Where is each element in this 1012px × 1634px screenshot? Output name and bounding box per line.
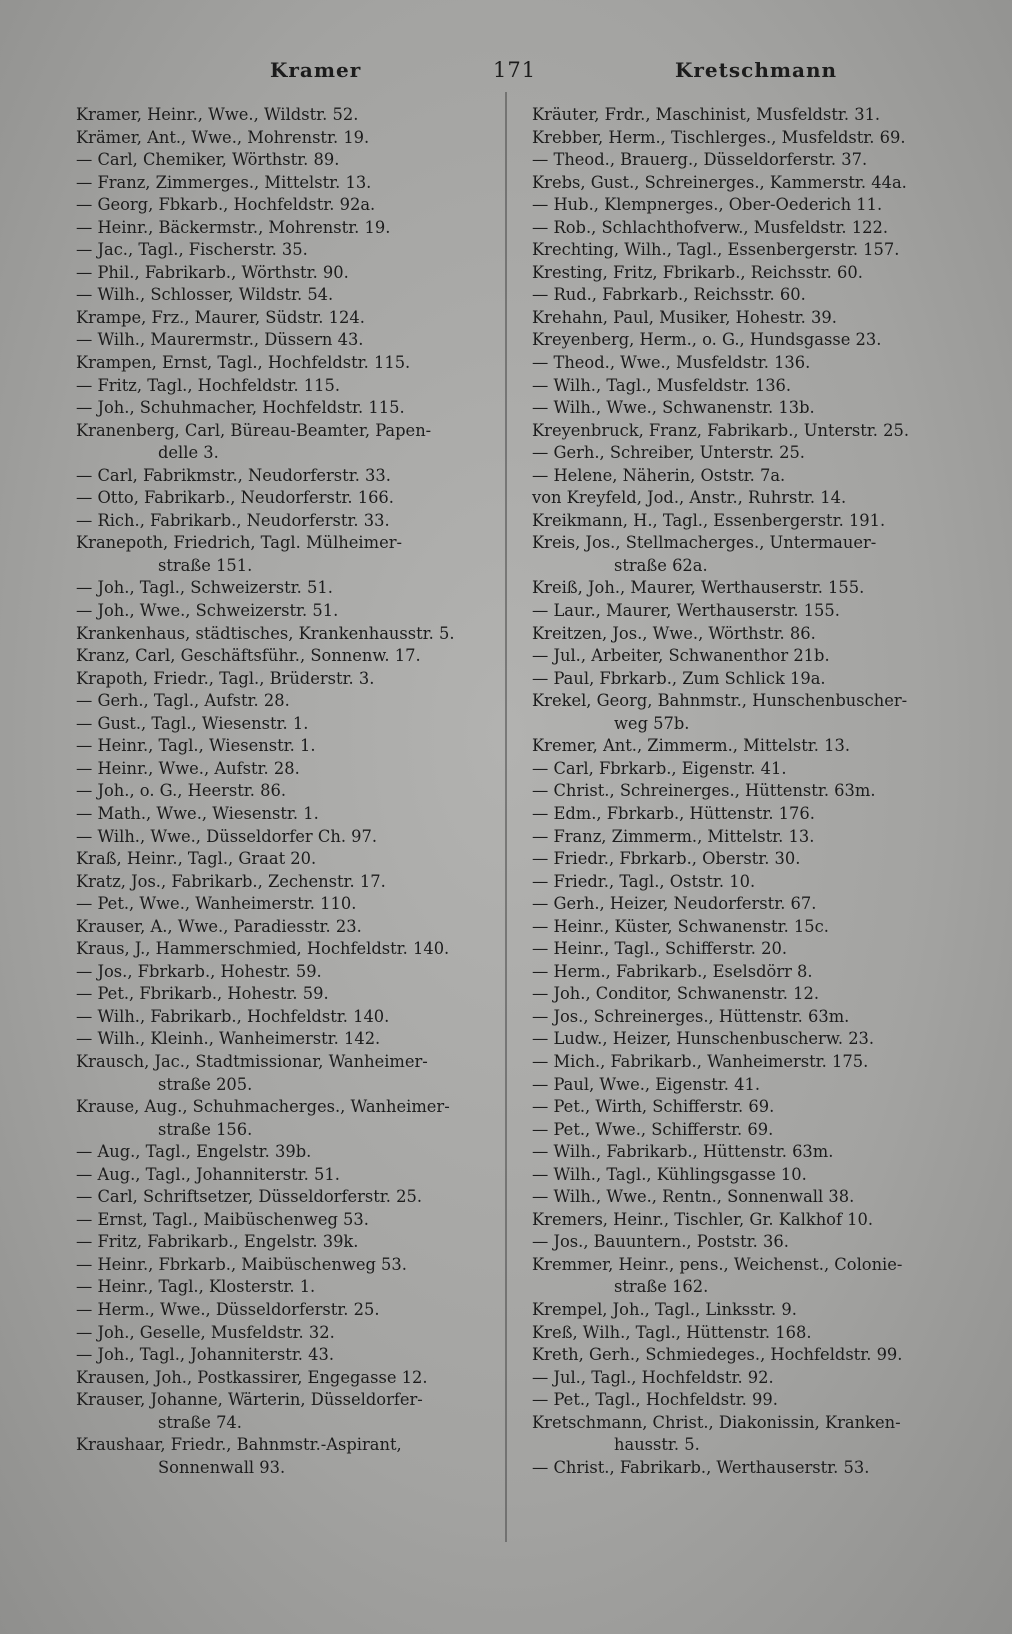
directory-entry: — Laur., Maurer, Werthauserstr. 155. [532, 601, 840, 621]
directory-entry: Kreis, Jos., Stellmacherges., Untermauer- [532, 533, 877, 553]
directory-entry: Kresting, Fritz, Fbrikarb., Reichsstr. 60. [532, 262, 863, 282]
directory-entry: — Joh., Geselle, Musfeldstr. 32. [76, 1322, 335, 1342]
directory-entry: — Gerh., Tagl., Aufstr. 28. [76, 691, 290, 711]
directory-entry: — Pet., Tagl., Hochfeldstr. 99. [532, 1390, 778, 1410]
directory-entry: — Heinr., Küster, Schwanenstr. 15c. [532, 916, 829, 936]
directory-entry: Kreikmann, H., Tagl., Essenbergerstr. 191. [532, 510, 886, 530]
directory-entry: — Wilh., Wwe., Schwanenstr. 13b. [532, 398, 815, 418]
directory-entry: — Aug., Tagl., Engelstr. 39b. [76, 1142, 312, 1162]
directory-entry: — Helene, Näherin, Oststr. 7a. [532, 465, 786, 485]
directory-entry: — Carl, Chemiker, Wörthstr. 89. [76, 150, 340, 170]
directory-entry: — Math., Wwe., Wiesenstr. 1. [76, 803, 319, 823]
header-right-keyword: Kretschmann [675, 58, 838, 82]
left-column [76, 104, 500, 1479]
directory-entry: — Theod., Wwe., Musfeldstr. 136. [532, 353, 811, 373]
directory-entry: — Christ., Schreinerges., Hüttenstr. 63m. [532, 781, 876, 801]
directory-entry: Kramer, Heinr., Wwe., Wildstr. 52. [76, 105, 359, 124]
directory-entry: Krebs, Gust., Schreinerges., Kammerstr. 44a. [532, 172, 907, 192]
directory-entry: Kreyenberg, Herm., o. G., Hundsgasse 23. [532, 330, 882, 350]
directory-entry: — Franz, Zimmerm., Mittelstr. 13. [532, 826, 815, 846]
directory-entry: — Rud., Fabrkarb., Reichsstr. 60. [532, 285, 806, 305]
directory-entry: — Jos., Bauuntern., Poststr. 36. [532, 1232, 789, 1252]
directory-entry: — Jos., Schreinerges., Hüttenstr. 63m. [532, 1006, 850, 1026]
directory-entry: — Otto, Fabrikarb., Neudorferstr. 166. [76, 488, 394, 508]
directory-entry: — Gerh., Schreiber, Unterstr. 25. [532, 443, 805, 463]
directory-entry: Kremers, Heinr., Tischler, Gr. Kalkhof 10. [532, 1209, 874, 1229]
directory-entry: — Wilh., Kleinh., Wanheimerstr. 142. [76, 1029, 381, 1049]
directory-entry: — Heinr., Tagl., Klosterstr. 1. [76, 1277, 316, 1297]
directory-entry: — Pet., Wwe., Schifferstr. 69. [532, 1119, 774, 1139]
directory-entry: — Heinr., Tagl., Wiesenstr. 1. [76, 736, 316, 756]
directory-entry: — Fritz, Fabrikarb., Engelstr. 39k. [76, 1232, 359, 1252]
directory-entry: — Phil., Fabrikarb., Wörthstr. 90. [76, 262, 349, 282]
directory-entry: — Pet., Fbrikarb., Hohestr. 59. [76, 984, 329, 1004]
directory-entry: — Joh., o. G., Heerstr. 86. [76, 781, 287, 801]
directory-entry: — Gust., Tagl., Wiesenstr. 1. [76, 713, 309, 733]
directory-entry: Kranz, Carl, Geschäftsführ., Sonnenw. 17. [76, 646, 421, 666]
directory-entry: — Joh., Schuhmacher, Hochfeldstr. 115. [76, 398, 405, 418]
directory-entry: — Rob., Schlachthofverw., Musfeldstr. 122. [532, 217, 889, 237]
directory-entry: Krampe, Frz., Maurer, Südstr. 124. [76, 307, 365, 327]
directory-entry: Kreitzen, Jos., Wwe., Wörthstr. 86. [532, 623, 816, 643]
directory-entry: Kratz, Jos., Fabrikarb., Zechenstr. 17. [76, 871, 386, 891]
directory-entry: — Wilh., Schlosser, Wildstr. 54. [76, 285, 334, 305]
directory-entry: Kreß, Wilh., Tagl., Hüttenstr. 168. [532, 1322, 812, 1342]
directory-entry: Krapoth, Friedr., Tagl., Brüderstr. 3. [76, 668, 375, 688]
directory-entry: — Joh., Conditor, Schwanenstr. 12. [532, 984, 820, 1004]
directory-entry: straße 156. [158, 1119, 253, 1139]
directory-entry: Kranenberg, Carl, Büreau-Beamter, Papen- [76, 420, 432, 440]
directory-entry: — Carl, Fbrkarb., Eigenstr. 41. [532, 758, 787, 778]
directory-entry: Kreth, Gerh., Schmiedeges., Hochfeldstr. 99. [532, 1345, 903, 1365]
directory-entry: — Georg, Fbkarb., Hochfeldstr. 92a. [76, 195, 376, 215]
directory-entry: Krauser, A., Wwe., Paradiesstr. 23. [76, 916, 362, 936]
directory-entry: — Friedr., Fbrkarb., Oberstr. 30. [532, 849, 801, 869]
directory-entry: — Carl, Schriftsetzer, Düsseldorferstr. 25. [76, 1187, 423, 1207]
directory-entry: — Joh., Tagl., Johanniterstr. 43. [76, 1345, 335, 1365]
directory-entry: — Carl, Fabrikmstr., Neudorferstr. 33. [76, 465, 391, 485]
directory-entry: — Heinr., Fbrkarb., Maibüschenweg 53. [76, 1254, 407, 1274]
directory-entry: Krauser, Johanne, Wärterin, Düsseldorfer- [76, 1390, 423, 1410]
directory-entry: Krausen, Joh., Postkassirer, Engegasse 12. [76, 1367, 428, 1387]
directory-entry: — Paul, Fbrkarb., Zum Schlick 19a. [532, 668, 826, 688]
directory-entry: — Jac., Tagl., Fischerstr. 35. [76, 240, 308, 260]
directory-entry: — Joh., Wwe., Schweizerstr. 51. [76, 601, 339, 621]
directory-entry: Kraß, Heinr., Tagl., Graat 20. [76, 849, 317, 869]
directory-entry: — Wilh., Wwe., Rentn., Sonnenwall 38. [532, 1187, 855, 1207]
directory-entry: — Jul., Arbeiter, Schwanenthor 21b. [532, 646, 830, 666]
page-number: 171 [493, 58, 537, 82]
directory-entry: — Franz, Zimmerges., Mittelstr. 13. [76, 172, 372, 192]
directory-entry: — Heinr., Bäckermstr., Mohrenstr. 19. [76, 217, 391, 237]
directory-entry: straße 162. [614, 1277, 709, 1297]
directory-entry: Kraus, J., Hammerschmied, Hochfeldstr. 140. [76, 939, 450, 959]
directory-entry: — Wilh., Maurermstr., Düssern 43. [76, 330, 364, 350]
directory-entry: — Wilh., Wwe., Düsseldorfer Ch. 97. [76, 826, 378, 846]
directory-entry: Kreyenbruck, Franz, Fabrikarb., Unterstr. 25. [532, 420, 910, 440]
directory-entry: — Herm., Wwe., Düsseldorferstr. 25. [76, 1299, 380, 1319]
directory-entry: Kräuter, Frdr., Maschinist, Musfeldstr. 31. [532, 105, 881, 124]
column-divider [505, 92, 507, 1542]
directory-entry: — Heinr., Wwe., Aufstr. 28. [76, 758, 300, 778]
directory-entry: — Pet., Wirth, Schifferstr. 69. [532, 1097, 775, 1117]
directory-entry: — Ernst, Tagl., Maibüschenweg 53. [76, 1209, 369, 1229]
directory-entry: Krehahn, Paul, Musiker, Hohestr. 39. [532, 307, 837, 327]
directory-entry: — Rich., Fabrikarb., Neudorferstr. 33. [76, 510, 390, 530]
directory-entry: Kretschmann, Christ., Diakonissin, Kranken- [532, 1412, 901, 1432]
directory-entry: — Gerh., Heizer, Neudorferstr. 67. [532, 894, 817, 914]
directory-entry: delle 3. [158, 443, 219, 463]
directory-entry: Krebber, Herm., Tischlerges., Musfeldstr. 69. [532, 127, 906, 147]
directory-entry: Krämer, Ant., Wwe., Mohrenstr. 19. [76, 127, 370, 147]
directory-entry: Kremer, Ant., Zimmerm., Mittelstr. 13. [532, 736, 851, 756]
directory-entry: straße 151. [158, 555, 253, 575]
directory-entry: — Wilh., Tagl., Musfeldstr. 136. [532, 375, 792, 395]
directory-entry: — Edm., Fbrkarb., Hüttenstr. 176. [532, 803, 815, 823]
directory-entry: straße 62a. [614, 555, 708, 575]
directory-entry: Krausch, Jac., Stadtmissionar, Wanheimer- [76, 1051, 428, 1071]
directory-entry: Kranepoth, Friedrich, Tagl. Mülheimer- [76, 533, 402, 553]
directory-entry: — Wilh., Tagl., Kühlingsgasse 10. [532, 1164, 807, 1184]
directory-entry: Kremmer, Heinr., pens., Weichenst., Colonie- [532, 1254, 903, 1274]
directory-entry: — Pet., Wwe., Wanheimerstr. 110. [76, 894, 357, 914]
directory-entry: — Herm., Fabrikarb., Eselsdörr 8. [532, 961, 813, 981]
directory-entry: straße 74. [158, 1412, 242, 1432]
directory-entry: Krampen, Ernst, Tagl., Hochfeldstr. 115. [76, 353, 411, 373]
directory-entry: Krause, Aug., Schuhmacherges., Wanheimer- [76, 1097, 450, 1117]
directory-entry: von Kreyfeld, Jod., Anstr., Ruhrstr. 14. [532, 488, 847, 508]
directory-entry: — Christ., Fabrikarb., Werthauserstr. 53. [532, 1457, 870, 1477]
directory-entry: — Heinr., Tagl., Schifferstr. 20. [532, 939, 788, 959]
directory-entry: — Aug., Tagl., Johanniterstr. 51. [76, 1164, 340, 1184]
directory-entry: — Mich., Fabrikarb., Wanheimerstr. 175. [532, 1051, 869, 1071]
directory-entry: Krechting, Wilh., Tagl., Essenbergerstr. 157. [532, 240, 900, 260]
directory-entry: Krempel, Joh., Tagl., Linksstr. 9. [532, 1299, 797, 1319]
directory-entry: — Paul, Wwe., Eigenstr. 41. [532, 1074, 761, 1094]
directory-entry: — Theod., Brauerg., Düsseldorferstr. 37. [532, 150, 868, 170]
directory-entry: straße 205. [158, 1074, 253, 1094]
directory-entry: — Jul., Tagl., Hochfeldstr. 92. [532, 1367, 774, 1387]
directory-entry: Kreiß, Joh., Maurer, Werthauserstr. 155. [532, 578, 865, 598]
directory-entry: — Fritz, Tagl., Hochfeldstr. 115. [76, 375, 341, 395]
directory-entry: — Friedr., Tagl., Oststr. 10. [532, 871, 756, 891]
directory-entry: hausstr. 5. [614, 1435, 700, 1455]
directory-entry: Sonnenwall 93. [158, 1457, 286, 1477]
directory-entry: — Wilh., Fabrikarb., Hüttenstr. 63m. [532, 1142, 834, 1162]
directory-entry: — Jos., Fbrkarb., Hohestr. 59. [76, 961, 322, 981]
directory-entry: — Ludw., Heizer, Hunschenbuscherw. 23. [532, 1029, 875, 1049]
directory-entry: Krekel, Georg, Bahnmstr., Hunschenbuscher- [532, 691, 908, 711]
directory-entry: weg 57b. [614, 713, 690, 733]
page-header [0, 58, 1012, 94]
header-left-keyword: Kramer [270, 58, 362, 82]
directory-entry: Kraushaar, Friedr., Bahnmstr.-Aspirant, [76, 1435, 402, 1455]
directory-entry: — Hub., Klempnerges., Ober-Oederich 11. [532, 195, 883, 215]
right-column [532, 104, 968, 1479]
directory-entry: — Wilh., Fabrikarb., Hochfeldstr. 140. [76, 1006, 390, 1026]
directory-entry: Krankenhaus, städtisches, Krankenhausstr. 5. [76, 623, 455, 643]
directory-entry: — Joh., Tagl., Schweizerstr. 51. [76, 578, 333, 598]
